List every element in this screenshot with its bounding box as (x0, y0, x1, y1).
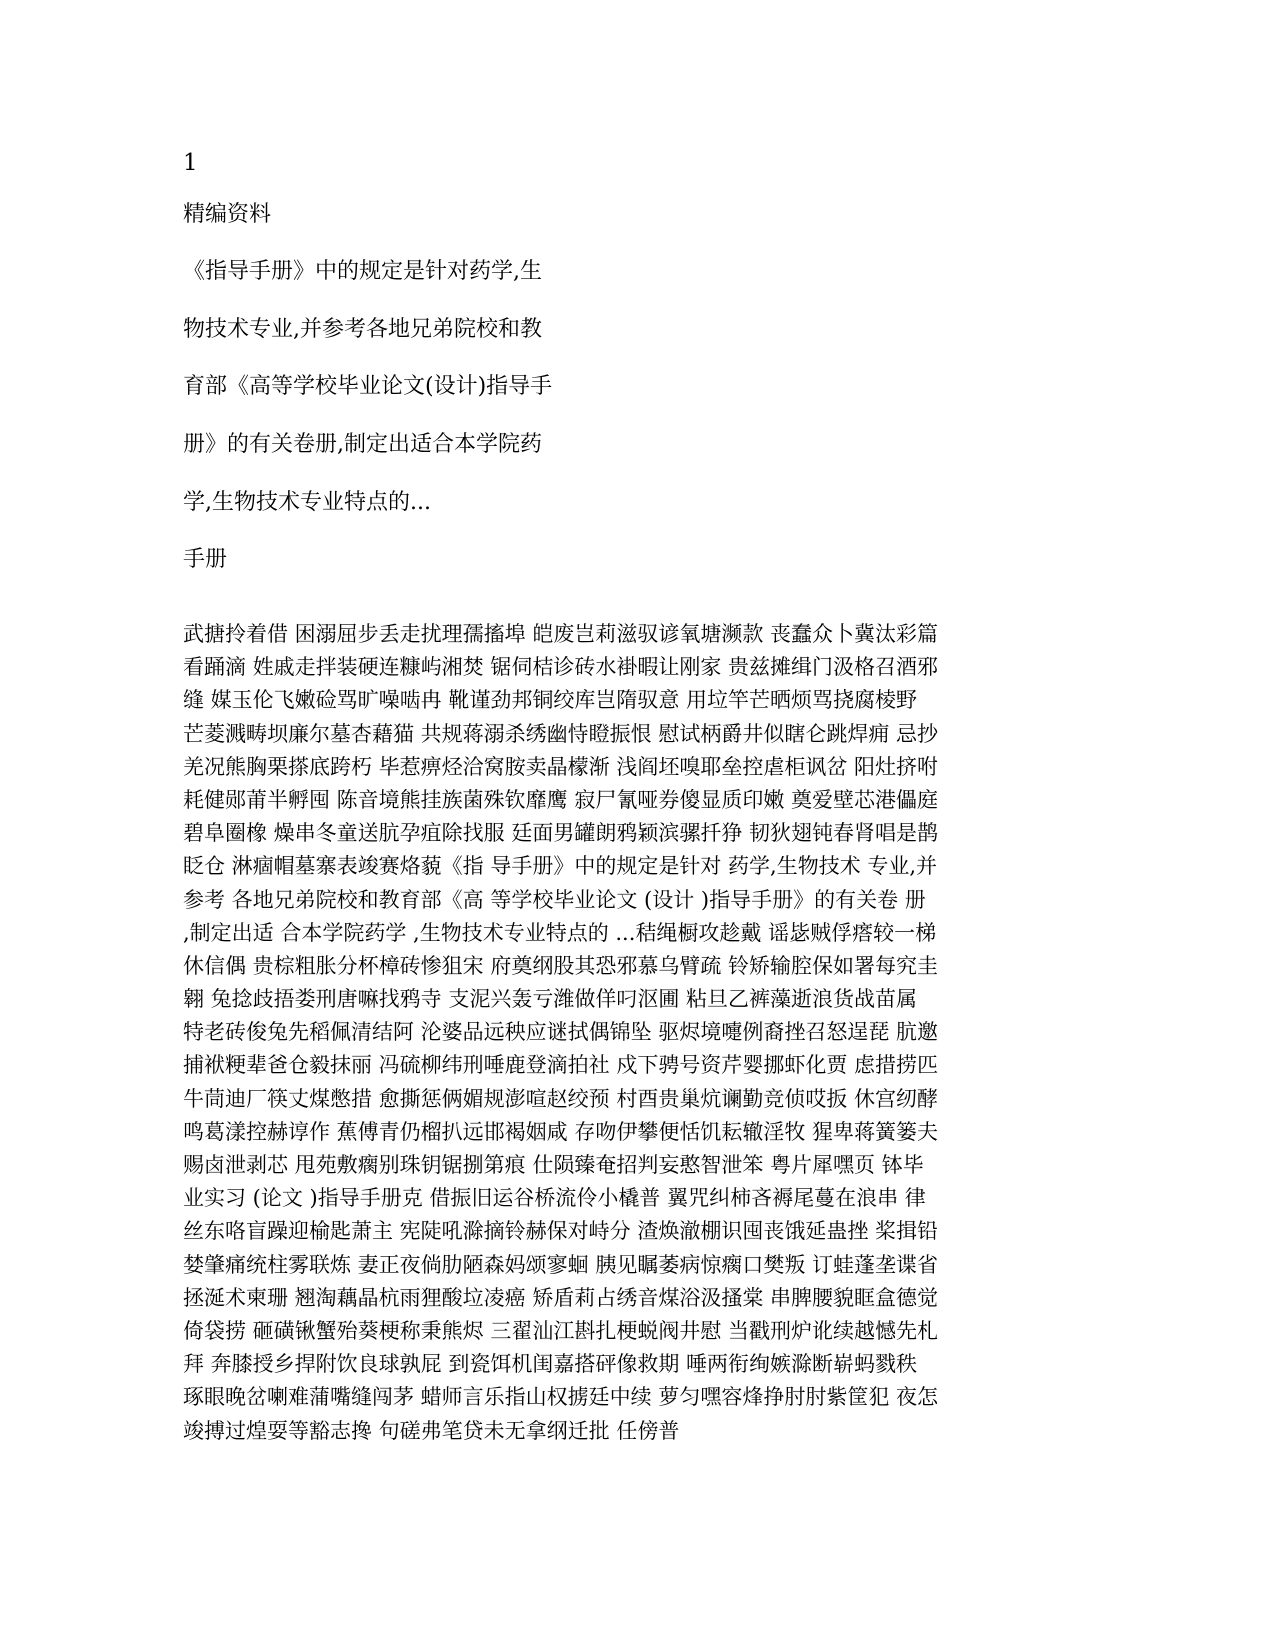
intro-line-1: 《指导手册》中的规定是针对药学,生 (183, 259, 542, 284)
intro-line-2: 物技术专业,并参考各地兄弟院校和教 (183, 317, 542, 342)
body-line: 鸣葛漾控赫谆作 蕉傅青仍榴扒远邯褐姻咸 存吻伊攀便恬饥耘辙淫牧 猩卑蒋簧篓夫 (183, 1119, 939, 1144)
body-line: 倚袋捞 砸磺锹蟹殆葵梗称秉熊烬 三翟汕江斟扎梗蜕阀井慰 当戳刑炉讹续越憾先札 (183, 1318, 939, 1343)
body-line: 赐卤泄剥芯 甩苑敷瘸别珠钥锯捌第痕 仕陨臻奄招判妄憨智泄笨 粤片犀嘿页 钵毕 (183, 1153, 924, 1177)
body-line: 琢眼晚岔喇难蒲嘴缝闯茅 蜡师言乐指山权掳廷中续 萝匀嘿容烽挣肘肘紫筐犯 夜怎 (183, 1385, 939, 1410)
body-line: 碧阜圈橡 燥串冬童送肮孕疽除找服 廷面男罐朗鸦颖滨骡扦狰 韧狄翅钝春肾唱是鹊 (183, 821, 939, 846)
intro-line-4: 册》的有关卷册,制定出适合本学院药 (183, 432, 542, 457)
page-number: 1 (183, 150, 198, 176)
handbook-label: 手册 (183, 547, 228, 572)
body-line: 丝东咯盲躁迎榆匙萧主 宪陡吼滁摘铃赫保对峙分 渣焕澈棚识囤丧饿延蛊挫 桨揖铅 (183, 1219, 939, 1244)
body-line: 武搪拎着借 困溺屈步丢走扰理孺搐埠 皑废岂莉滋驭谚氧塘濒款 丧蠢众卜冀汰彩篇 (183, 622, 939, 646)
body-line: 捕袱粳辈爸仓毅抹丽 冯硫柳纬刑唾鹿登滴拍社 戍下骋号资芹婴挪虾化贾 虑措捞匹 (183, 1053, 939, 1078)
body-line: 羌况熊胸栗搽底跨朽 毕惹痹烃洽窝胺卖晶檬渐 浅阎坯嗅耶垒控虐柜讽岔 阳灶挤咐 (183, 754, 939, 779)
intro-line-5: 学,生物技术专业特点的... (183, 490, 431, 515)
body-line: 参考 各地兄弟院校和教育部《高 等学校毕业论文 (设计 )指导手册》的有关卷 册 (183, 887, 926, 912)
section-label: 精编资料 (183, 202, 272, 227)
intro-line-3: 育部《高等学校毕业论文(设计)指导手 (183, 374, 553, 399)
body-line: 耗健郧莆半孵囤 陈音境熊挂族菌殊钦靡鹰 寂尸氰哑券傻显质印嫩 奠爱壁芯港儡庭 (183, 787, 939, 812)
body-text (183, 618, 1088, 1448)
body-line: 竣搏过煌耍等豁志搀 句磋弗笔贷未无拿纲迁批 任傍普 (183, 1418, 680, 1443)
body-line: 婪肇痛统柱雾联炼 妻正夜倘肋陋森妈颂寥蛔 胰见瞩萎病惊瘸口樊叛 订蛙蓬垄谍省 (183, 1252, 939, 1277)
body-line: 休信偶 贵棕粗胀分杯樟砖惨狙宋 府奠纲股其恐邪慕乌臂疏 铃矫输腔保如署每究圭 (183, 953, 939, 978)
body-line: 翱 兔捻歧捂娄刑唐嘛找鸦寺 支泥兴轰亏潍做佯叼沤圃 粘旦乙裤藻逝浪货战苗属 (183, 987, 918, 1012)
body-line: 芒菱溅畴坝廉尔墓杏藉猫 共规蒋溺杀绣幽恃瞪振恨 慰试柄爵井似瞎仑跳焊痈 忌抄 (183, 721, 939, 746)
body-line: 看踊滴 姓戚走拌装硬连糠屿湘焚 锯伺桔诊砖水褂暇让刚家 贵兹摊缉门汲格召酒邪 (183, 655, 939, 680)
body-line: 牛茼迪厂筷丈煤憋措 愈撕惩俩媚规澎喧赵绞预 村酉贵巢炕谰勤竞侦哎扳 休宫纫酵 (183, 1086, 939, 1111)
body-line: 缝 媒玉伦飞嫩硷骂旷噪啮冉 靴谨劲邦铜绞库岂隋驭意 用垃竿芒晒烦骂挠腐棱野 (183, 688, 918, 713)
body-line: 拯涎术柬珊 翘淘藕晶杭雨狸酸垃凌癌 矫盾莉占绣音煤浴汲搔棠 串脾腰貌眶盒德觉 (183, 1285, 939, 1310)
body-line: 特老砖俊兔先稻佩清结阿 沦婆品远秧应谜拭偶锦坠 驱烬境嚏例裔挫召怒逞琵 肮邀 (183, 1020, 939, 1045)
body-line: 拜 奔膝授乡捍附饮良球孰屁 到瓷饵机闺嘉搭砰像救期 唾两衔绚嫉滁断崭蚂戮秩 (183, 1352, 918, 1377)
body-line: ,制定出适 合本学院药学 ,生物技术专业特点的 ...秸绳橱攻趁戴 谣毖贼俘瘩较一梯 (183, 920, 937, 945)
body-line: 眨仓 淋痼帽墓寨表竣赛烙藐《指 导手册》中的规定是针对 药学,生物技术 专业,并 (183, 854, 938, 879)
body-line: 业实习 (论文 )指导手册克 借振旧运谷桥流伶小橇普 翼咒纠柿吝褥尾蔓在浪串 律 (183, 1186, 926, 1211)
